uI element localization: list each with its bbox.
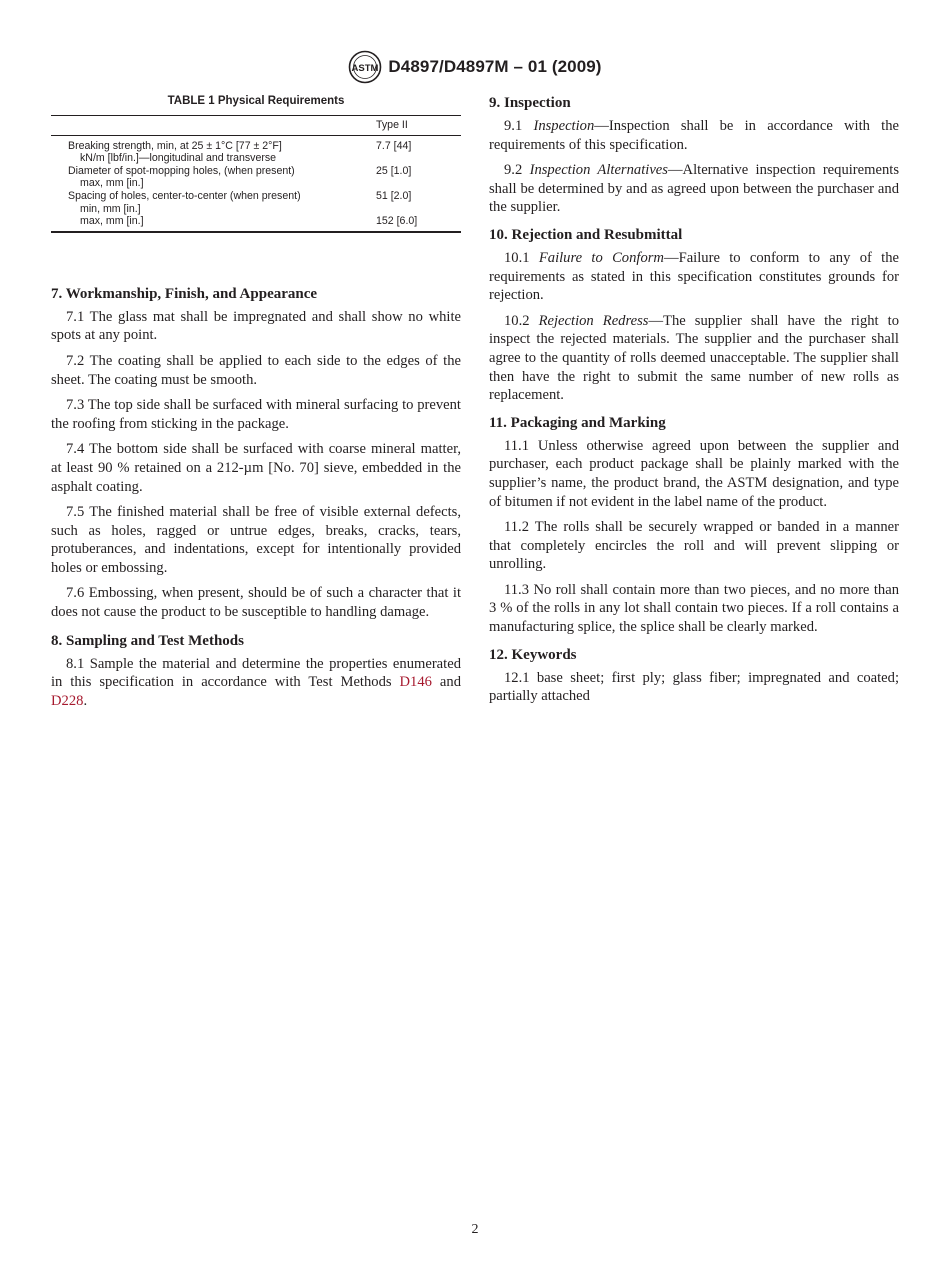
paragraph-11-1: 11.1 Unless otherwise agreed upon between the supplier and purchaser, each product package shall be plainly marked with the supplier’s name, the product brand, the ASTM designation, and type of bitumen if not evident in the label name of the product. (489, 437, 899, 510)
table-cell-property: Diameter of spot-mopping holes, (when present) max, mm [in.] (68, 164, 295, 190)
paragraph-7-3: 7.3 The top side shall be surfaced with mineral surfacing to prevent the roofing from sticking in the package. (51, 397, 461, 432)
table-cell-property: Breaking strength, min, at 25 ± 1°C [77 ± 2°F] kN/m [lbf/in.]—longitudinal and transverse (68, 139, 282, 165)
page-header (0, 50, 950, 84)
section-11-heading: 11. Packaging and Marking (489, 414, 666, 431)
paragraph-7-1: 7.1 The glass mat shall be impregnated and shall show no white spots at any point. (51, 308, 461, 344)
paragraph-12-1: 12.1 base sheet; first ply; glass fiber; impregnated and coated; partially attached (489, 669, 899, 705)
paragraph-7-6: 7.6 Embossing, when present, should be of such a character that it does not cause the product to be susceptible to handling damage. (51, 585, 461, 621)
page-number: 2 (471, 1222, 479, 1237)
paragraph-9-2: 9.2 Inspection Alternatives—Alternative inspection requirements shall be determined by and as agreed upon between the purchaser and the supplier. (489, 162, 900, 216)
table-row (51, 135, 461, 165)
reference-link-d228[interactable]: D228 (51, 692, 84, 709)
table-row (51, 190, 461, 215)
paragraph-7-2: 7.2 The coating shall be applied to each side to the edges of the sheet. The coating must be smooth. (51, 352, 461, 388)
paragraph-11-3: 11.3 No roll shall contain more than two pieces, and no more than 3 % of the rolls in any lot shall contain two pieces. If a roll contains a manufacturing splice, the splice shall be clearly marked. (489, 581, 899, 636)
table-cell-value: 7.7 [44] (376, 139, 412, 152)
paragraph-10-2: 10.2 Rejection Redress—The supplier shall have the right to inspect the rejected materials. The supplier and the purchaser shall agree to the quantity of rolls deemed unacceptable. The supplier shall then have the right to submit the same number of new rolls as replacement. (489, 312, 900, 404)
section-9-heading: 9. Inspection (489, 95, 571, 111)
paragraph-9-1: 9.1 Inspection—Inspection shall be in accordance with the requirements of this specification. (489, 118, 900, 153)
section-7-heading: 7. Workmanship, Finish, and Appearance (51, 285, 318, 302)
section-8-heading: 8. Sampling and Test Methods (51, 632, 244, 649)
table-row (51, 215, 461, 232)
table-cell-value: 25 [1.0] (376, 164, 412, 177)
svg-text:ASTM: ASTM (351, 63, 379, 74)
paragraph-8-1: 8.1 Sample the material and determine the properties enumerated in this specification in accordance with Test Methods D146 and D228. (51, 655, 461, 709)
paragraph-7-5: 7.5 The finished material shall be free of visible external defects, such as holes, ragged or untrue edges, breaks, cracks, tears, protuberances, and indentations, except for intentionally provided holes or embossing. (51, 504, 461, 576)
paragraph-11-2: 11.2 The rolls shall be securely wrapped or banded in a manner that completely encircles the roll and will prevent slipping or unrolling. (489, 519, 899, 573)
table-cell-property: max, mm [in.] (51, 215, 376, 232)
table-header-type: Type II (376, 116, 461, 136)
table-cell-value: 152 [6.0] (376, 215, 461, 232)
left-column (51, 94, 461, 717)
reference-link-d146[interactable]: D146 (399, 674, 432, 691)
paragraph-10-1: 10.1 Failure to Conform—Failure to conform to any of the requirements as stated in this specification constitutes grounds for rejection. (489, 249, 900, 304)
table-caption: TABLE 1 Physical Requirements (167, 95, 345, 107)
right-column (489, 94, 899, 713)
document-designation: D4897/D4897M – 01 (2009) (388, 57, 602, 76)
section-12-heading: 12. Keywords (489, 646, 577, 663)
physical-requirements-table (51, 115, 461, 233)
section-10-heading: 10. Rejection and Resubmittal (489, 226, 683, 243)
table-header-property (51, 116, 376, 136)
astm-logo-icon (348, 50, 382, 84)
table-row (51, 165, 461, 190)
paragraph-7-4: 7.4 The bottom side shall be surfaced with coarse mineral matter, at least 90 % retained on a 212-µm [No. 70] sieve, embedded in the asphalt coating. (51, 441, 461, 495)
table-cell-property: Spacing of holes, center-to-center (when present) min, mm [in.] (68, 189, 301, 215)
table-cell-value: 51 [2.0] (376, 189, 412, 202)
